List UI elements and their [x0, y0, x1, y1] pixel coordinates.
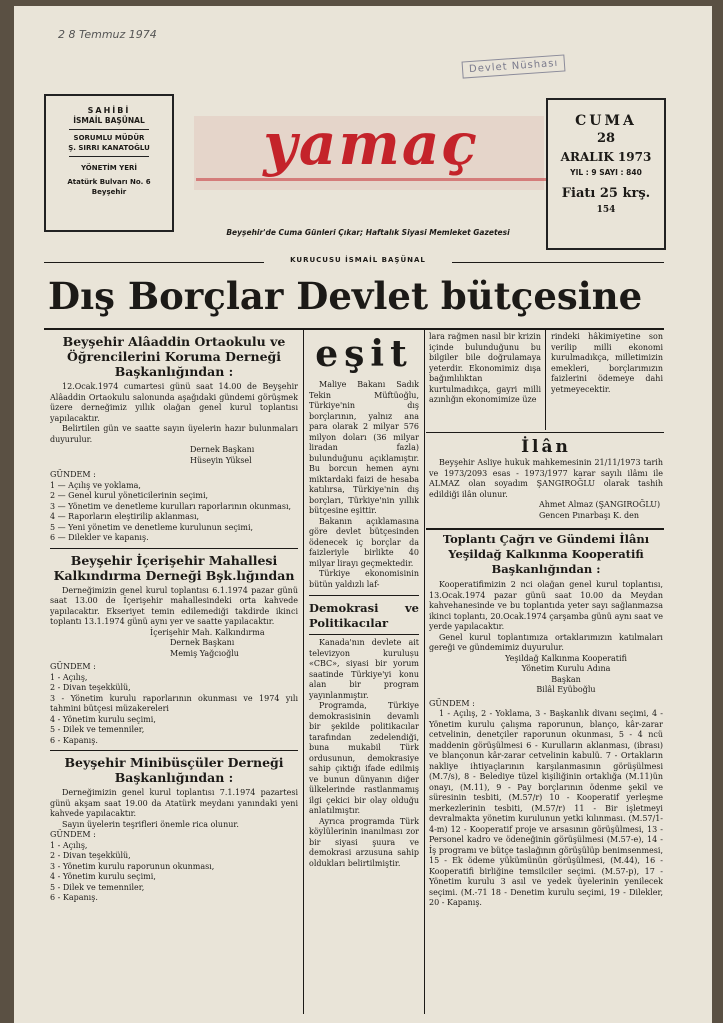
agenda-item: 2 - Divan teşekkülü, [50, 683, 131, 692]
article-icerisehir-sign3: Memiş Yağcıoğlu [170, 648, 239, 658]
owner-name: İSMAİL BAŞÜNAL [73, 116, 145, 125]
article-democracy-body2: Programda, Türkiye demokrasisinin devamlı bir şekilde politikacılar tarafından zedelendiği, buna mukabil Türk ordusunun, demokrasiye sahip çıktığı ifade edilmiş ve bunun dünyanın diğer ülkelerinde rastlanmamış ilgi çekici bir olay olduğu anlatılmıştır. [309, 701, 419, 815]
notice-coop-agenda-label: GÜNDEM : [429, 698, 475, 708]
agenda-item: 4 - Yönetim kurulu seçimi, [50, 714, 156, 724]
notice-ilan-title: İlân [521, 437, 571, 457]
agenda-item: 1 - Açılış, [50, 840, 88, 850]
newspaper-page [14, 6, 712, 1023]
office-city: Beyşehir [91, 188, 127, 196]
notice-coop-title1: Toplantı Çağrı ve Gündemi İlânı [442, 532, 650, 546]
article-alaaddin-agenda-label: GÜNDEM : [50, 470, 96, 479]
agenda-item: 1 — Açılış ve yoklama, [50, 480, 141, 490]
article-democracy-title: Demokrasi ve Politikacılar [309, 601, 419, 630]
notice-coop-sign1: Yeşildağ Kalkınma Kooperatifi [505, 653, 627, 663]
day-name: CUMA [575, 113, 637, 129]
column-4-top [551, 332, 663, 395]
column-1 [50, 334, 298, 904]
notice-ilan [429, 436, 663, 521]
founder-line: KURUCUSU İSMAİL BAŞÜNAL [290, 256, 426, 264]
article-alaaddin-body: 12.Ocak.1974 cumartesi günü saat 14.00 de Beyşehir Alâaddin Ortaokulu salonunda aşağıdaki gündemi görüşmek üzere derneğimiz yıllık olağan genel kurul toplantısı yapılacaktır. [50, 382, 298, 423]
column-2 [309, 332, 419, 869]
agenda-item: 5 - Dilek ve temenniler, [50, 725, 145, 734]
agenda-item: 2 - Divan teşekkülü, [50, 851, 131, 860]
article-alaaddin-body2: Belirtilen gün ve saatte sayın üyelerin hazır bulunmaları duyurulur. [50, 424, 298, 444]
lead-article-body2: Bakanın açıklamasına göre devlet bütçesinden ödenecek iç borçlar da faizleriyle birlikte 40 milyar lirayı geçmektedir. [309, 516, 419, 568]
article-icerisehir-title: Beyşehir İçerişehir Mahallesi Kalkındırma Derneği Bşk.lığından [53, 552, 295, 583]
agenda-item: 6 - Kapanış. [50, 893, 98, 902]
article-minibus-agenda [50, 841, 298, 904]
lead-article-body: Maliye Bakanı Sadık Tekin Müftüoğlu, Türkiye'nin dış borçlarının, yalnız ana para olarak 2 milyar 576 milyon doları (36 milyar liradan fazla) bulunduğunu açıklamıştır. Bu borcun hemen aynı miktardaki faizi de hesaba katılırsa, Türkiye'nin dış borçları, Türkiye'nin yıllık bütçesine eşittir. [309, 380, 419, 515]
notice-coop-sign4: Bilâl Eyüboğlu [536, 685, 596, 694]
agenda-item: 4 - Yönetim kurulu seçimi, [50, 872, 156, 881]
agenda-item: 3 — Yönetim ve denetleme kurulları raporlarının okunması, [50, 501, 292, 511]
article-alaaddin-agenda [50, 481, 298, 544]
agenda-item: 6 - Kapanış. [50, 735, 98, 745]
article-icerisehir-agenda [50, 673, 298, 747]
notice-coop-agenda: 1 - Açılış, 2 - Yoklama, 3 - Başkanlık divanı seçimi, 4 - Yönetim kurulu çalışma raporunun, blanço, kâr-zarar cetvelinin, denetçiler raporunun okunması, 5 - 4 ncü maddenin görüşülmesi 6 - Kurulların aklanması, (ibrası) ve blançonun kâr-zarar cetvelinin kabulü. 7 - Ortakların nakliye ihtiyaçlarının karşılanmasının görüşülmesi (M.7/s), 8 - Belediye tüzel kişiliğinin ortaklığa (M.11)ün onayı, (M.11), 9 - Pay borçlarının ödenme şekil ve süresinin tesbiti, (M.57/r) 10 - Kooperatif yerleşme merkezlerinin tesbiti, (M.57/r) 11 - Bir işletmeyi devralmakta yönetim kurulunun yetki kılınması. (M.57/1-4-m) 12 - Kooperatif proje ve arsasının görüşülmesi, 13 - Personel kadro ve ödeneğinin görüşülmesi (M.57-e), 14 - İş programı ve bütçe taslağının görüşülüp benimsenmesi, 15 - Ek ödeme yükümünün görüşülmesi, (M.44), 16 - Kooperatifi birliğine temsilciler seçimi. (M.57-p), 17 - Yönetim kurulu 3 asıl ve yedek üyelerinin yenilecek seçimi. (M.-71 18 - Denetim kurulu seçimi, 19 - Dilekler, 20 - Kapanış. [429, 709, 663, 907]
owner-label: SAHİBİ [87, 106, 131, 115]
notice-cooperative [429, 532, 663, 909]
article-minibus-body2: Sayın üyelerin teşrifleri önemle rica olunur. [62, 819, 239, 829]
agenda-item: 5 — Yeni yönetim ve denetleme kurulunun seçimi, [50, 522, 254, 532]
article-alaaddin-sign2: Hüseyin Yüksel [190, 455, 252, 465]
agenda-item: 3 - Yönetim kurulu raporlarının okunması ve 1974 yılı tahmini bütçesi müzakereleri [50, 693, 298, 713]
editor-name: Ş. SIRRI KANATOĞLU [68, 144, 150, 152]
owner-box [44, 94, 174, 232]
agenda-item: 2 — Genel kurul yöneticilerinin seçimi, [50, 491, 209, 500]
article-icerisehir-agenda-label: GÜNDEM : [50, 662, 96, 671]
price: Fiatı 25 krş. [561, 186, 651, 201]
article-democracy-body3: Ayrıca programda Türk köylülerinin inanılması zor bir siyasi şuura ve demokrasi arzusuna sahip oldukları belirtilmiştir. [309, 816, 419, 868]
notice-coop-sign3: Başkan [551, 674, 581, 684]
article-alaaddin-sign1: Dernek Başkanı [190, 445, 255, 454]
article-minibus-title: Beyşehir Minibüsçüler Derneği Başkanlığından : [64, 755, 284, 785]
notice-ilan-sign2: Gencen Pınarbaşı K. den [539, 510, 640, 520]
headline-continuation: eşit [315, 333, 413, 375]
main-headline: Dış Borçlar Devlet bütçesine [48, 274, 643, 318]
agenda-item: 1 - Açılış, [50, 672, 88, 682]
issue-code: 154 [596, 205, 616, 215]
lead-article-ending: rindeki hâkimiyetine son verilip milli ekonomi kurulmadıkça, milletimizin emekleri, borçlarımızın faizlerini ödemeye dahi yetmeyecektir. [551, 332, 663, 394]
agenda-item: 6 — Dilekler ve kapanış. [50, 533, 149, 542]
notice-coop-body: Kooperatifimizin 2 nci olağan genel kurul toplantısı, 13.Ocak.1974 pazar günü saat 10.00 da Meydan kahvehanesinde ve bu toplantıda yeter sayı sağlanmazsa ikinci toplantı, 20.Ocak.1974 çarşamba günü aynı saat ve yerde yapılacaktır. [429, 580, 663, 631]
editor-label: SORUMLU MÜDÜR [73, 134, 145, 142]
article-icerisehir-sign2: Dernek Başkanı [170, 638, 235, 647]
notice-coop-body2: Genel kurul toplantımıza ortaklarımızın katılmaları gereği ve gündemimiz duyurulur. [429, 632, 663, 652]
agenda-item: 3 - Yönetim kurulu raporunun okunması, [50, 861, 215, 871]
office-address: Atatürk Bulvarı No. 6 [67, 178, 151, 186]
archive-stamp: Devlet Nüshası [462, 54, 566, 78]
day-number: 28 [596, 131, 616, 146]
lead-article-body3: Türkiye ekonomisinin bütün yaldızlı laf- [309, 569, 419, 589]
date-box [546, 98, 666, 250]
lead-article-continued: lara rağmen nasıl bir krizin içinde bulunduğunu bu bilgiler bile doğrulamaya yeterdir. Ekonomimiz dışa bağımlılıktan kurtulmadıkça, gayri milli azınlığın ekonomimize üze [429, 332, 541, 404]
notice-coop-sign2: Yönetim Kurulu Adına [521, 664, 611, 673]
article-minibus-body: Derneğimizin genel kurul toplantısı 7.1.1974 pazartesi günü akşam saat 19.00 da Atatürk meydanı yanındaki yeni kahvede yapılacaktır. [50, 788, 298, 818]
masthead-logo: yamaç [263, 110, 479, 178]
article-democracy-body: Kanada'nın devlete ait televizyon kurulușu «CBC», siyasi bir yorum saatinde Türkiye'yi konu alan bir program yayınlanmıştır. [309, 638, 419, 700]
month-year: ARALIK 1973 [560, 150, 652, 164]
article-minibus-agenda-label: GÜNDEM : [50, 830, 96, 839]
agenda-item: 4 — Raporların eleştirilip aklanması, [50, 512, 200, 521]
handwritten-date: 2 8 Temmuz 1974 [58, 28, 157, 41]
agenda-item: 5 - Dilek ve temenniler, [50, 882, 145, 892]
notice-ilan-sign1: Ahmet Almaz (ŞANGIROĞLU) [539, 500, 661, 509]
notice-ilan-body: Beyşehir Asliye hukuk mahkemesinin 21/11/1973 tarih ve 1973/2093 esas - 1973/1977 karar sayılı ilâmı ile ALMAZ olan soyadım ŞANGIROĞLU olarak tashih edildiği ilân olunur. [429, 458, 663, 499]
article-alaaddin-title: Beyşehir Alâaddin Ortaokulu ve Öğrencilerini Koruma Derneği Başkanlığından : [62, 334, 286, 379]
article-icerisehir-body: Derneğimizin genel kurul toplantısı 6.1.1974 pazar günü saat 13.00 de İçerişehir mahallesindeki orta kahvede yapılacaktır. Ekseriyet temin edilemediği takdirde ikinci toplantı 13.1.1974 günü aynı yer ve saatte yapılacaktır. [50, 585, 298, 626]
issue-number: YIL : 9 SAYI : 840 [570, 168, 642, 177]
notice-coop-title2: Yeşildağ Kalkınma Kooperatifi Başkanlığından : [448, 547, 644, 576]
column-3-top [429, 332, 541, 406]
masthead-subtitle: Beyşehir'de Cuma Günleri Çıkar; Haftalık Siyasi Memleket Gazetesi [226, 228, 510, 237]
office-label: YÖNETİM YERİ [80, 164, 138, 172]
article-icerisehir-sign1: İçerişehir Mah. Kalkındırma [150, 627, 265, 637]
